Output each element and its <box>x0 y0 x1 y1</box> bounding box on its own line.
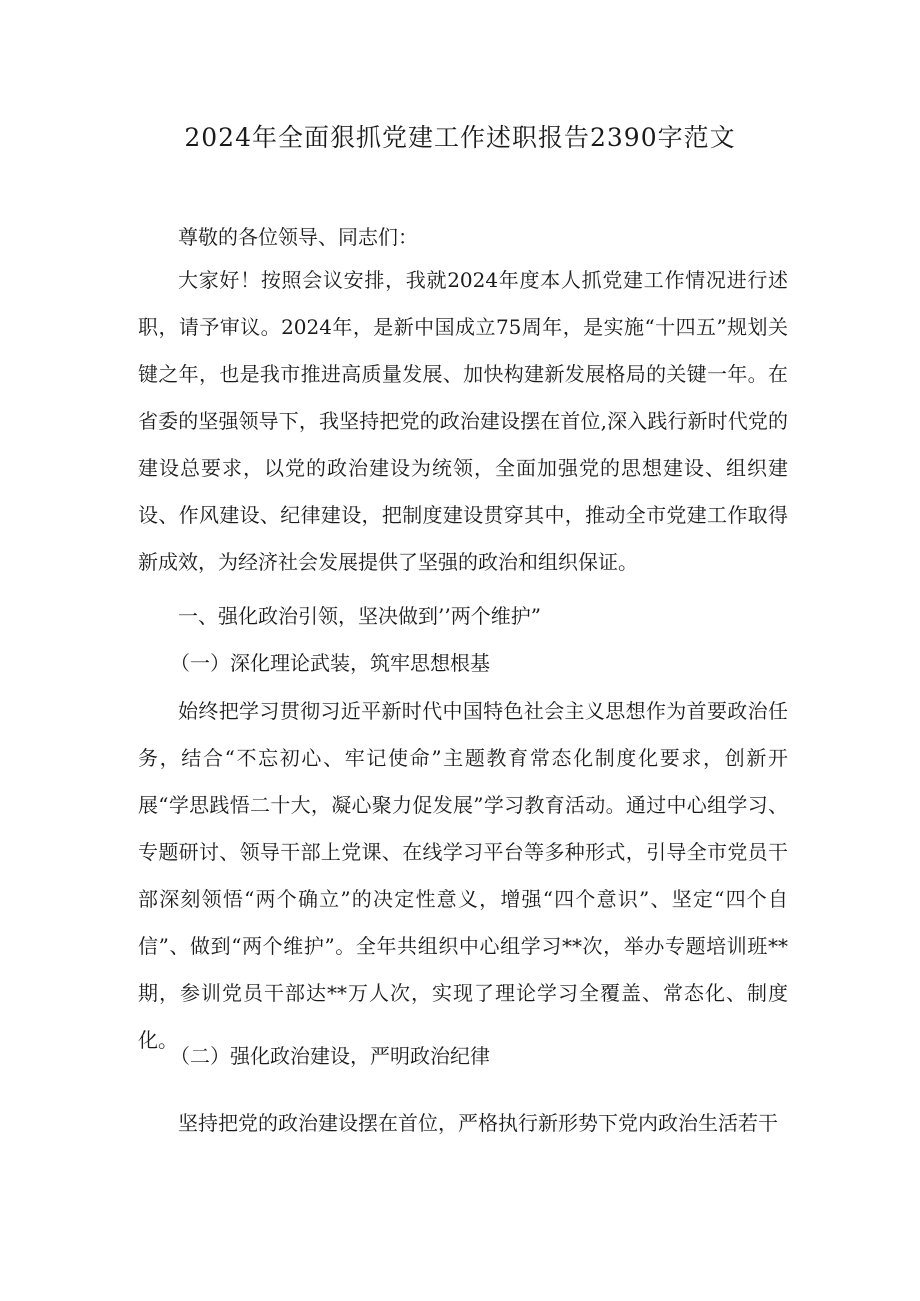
greeting-paragraph: 尊敬的各位领导、同志们： <box>178 225 418 249</box>
section-1-heading: 一、强化政治引领，坚决做到’’两个维护” <box>178 604 541 628</box>
subsection-1-body: 始终把学习贯彻习近平新时代中国特色社会主义思想作为首要政治任务，结合“不忘初心、牢记使命”主题教育常态化制度化要求，创新开展“学思践悟二十大，凝心聚力促发展”学习教育活动。通过中心组学习、专题研讨、领导干部上党课、在线学习平台等多种形式，引导全市党员干部深刻领悟“两个确立”的决定性意义，增强“四个意识”、坚定“四个自信”、做到“两个维护”。全年共组织中心组学习**次，举办专题培训班**期，参训党员干部达**万人次，实现了理论学习全覆盖、常态化、制度化。 <box>138 699 788 1052</box>
subsection-2-body: 坚持把党的政治建设摆在首位，严格执行新形势下党内政治生活若干 <box>178 1111 778 1135</box>
document-title: 2024年全面狠抓党建工作述职报告2390字范文 <box>184 123 736 152</box>
subsection-2-heading: （二）强化政治建设，严明政治纪律 <box>170 1044 490 1068</box>
subsection-1-heading: （一）深化理论武装，筑牢思想根基 <box>170 651 490 675</box>
intro-paragraph: 大家好！按照会议安排，我就2024年度本人抓党建工作情况进行述职，请予审议。2024年，是新中国成立75周年，是实施“十四五”规划关键之年，也是我市推进高质量发展、加快构建新发展格局的关键一年。在省委的坚强领导下，我坚持把党的政治建设摆在首位,深入践行新时代党的建设总要求，以党的政治建设为统领，全面加强党的思想建设、组织建设、作风建设、纪律建设，把制度建设贯穿其中，推动全市党建工作取得新成效，为经济社会发展提供了坚强的政治和组织保证。 <box>138 268 788 574</box>
